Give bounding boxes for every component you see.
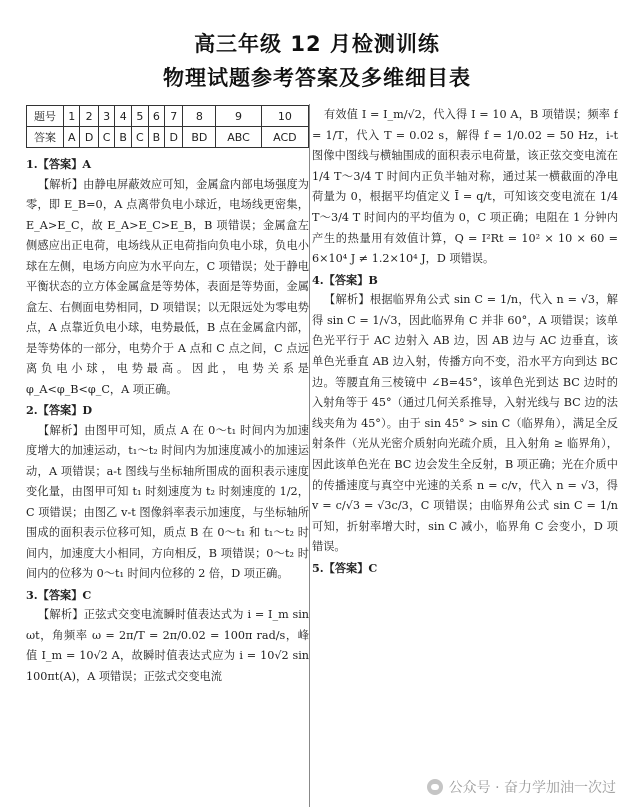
table-cell: 题号 [27, 106, 64, 127]
table-cell: ACD [261, 127, 308, 148]
table-cell: 8 [183, 106, 216, 127]
q1-analysis: 【解析】由静电屏蔽效应可知，金属盒内部电场强度为零，即 E_B=0，A 点离带负电小球近，电场线更密集，E_A>E_C，故 E_A>E_C>E_B，B 项错误；金属盒左侧感应出正电荷，电场线从正电荷指向负电小球，负电小球在左侧，电场方向应为水平向左，C 项错误；处于静电平衡状态的立方体金属盒是等势体，表面是等势面，金属盒左、右侧面电势相同，D 项错误；以无限远处为零电势点，A 点靠近负电小球，电势最低，B 点在金属盒内部，是等势体的一部分，电势介于 A 点和 C 点之间，C 点远离负电小球，电势最高。因此，电势关系是 φ_A<φ_B<φ_C，A 项正确。 [26, 177, 309, 396]
table-cell: C [131, 127, 148, 148]
answer-table-row-answers [27, 127, 309, 148]
table-cell: 9 [216, 106, 261, 127]
left-column [26, 105, 309, 807]
table-cell: 6 [148, 106, 164, 127]
table-cell: B [115, 127, 131, 148]
q2-analysis: 【解析】由图甲可知，质点 A 在 0～t₁ 时间内为加速度增大的加速运动，t₁～t₂ 时间内为加速度减小的加速运动，A 项错误；a-t 图线与坐标轴所围成的面积表示速度变化量，由图甲可知 t₁ 时刻速度为 t₂ 时刻速度的 1/2，C 项错误；由图乙 v-t 图像斜率表示加速度，与坐标轴所围成的面积表示位移可知，质点 B 在 0～t₁ 和 t₁～t₂ 时间内，加速度大小相同，方向相反，B 项错误；0～t₂ 时间内的位移为 0～t₁ 时间内位移的 2 倍，D 项正确。 [26, 423, 309, 580]
answer-table-row-numbers [27, 106, 309, 127]
q3-analysis: 【解析】正弦式交变电流瞬时值表达式为 i = I_m sin ωt，角频率 ω = 2π/T = 2π/0.02 = 100π rad/s，峰值 I_m = 10√2 A，故瞬时值表达式应为 i = 10√2 sin 100πt(A)，A 项错误；正弦式交变电流 [26, 608, 309, 683]
q3-analysis-continued: 有效值 I = I_m/√2，代入得 I = 10 A，B 项错误；频率 f = 1/T，代入 T = 0.02 s，解得 f = 1/0.02 = 50 Hz，i-t 图像中图线与横轴围成的面积表示电荷量，该正弦交变电流在 1/4 T～3/4 T 时间内正负半轴对称，通过某一横截面的净电荷量为 0，根据平均值定义 Ī = q/t，可知该交变电流在 1/4 T～3/4 T 时间内的平均值为 0，C 项正确；电阻在 1 分钟内产生的热量用有效值计算，Q = I²Rt = 10² × 10 × 60 = 6×10⁴ J ≠ 1.2×10⁴ J，D 项错误。 [312, 108, 618, 266]
right-column [312, 105, 618, 807]
q4-analysis: 【解析】根据临界角公式 sin C = 1/n，代入 n = √3，解得 sin C = 1/√3，因此临界角 C 并非 60°，A 项错误；该单色光平行于 AC 边射入 AB 边，因 AB 边与 AC 边垂直，该单色光垂直 AB 边入射，传播方向不变，沿水平方向到达 BC 边。等腰直角三棱镜中 ∠B=45°，该单色光到达 BC 边时的入射角等于 45°（通过几何关系推导，入射光线与 BC 边的法线夹角为 45°）。由于 sin 45° > sin C（临界角），满足全反射条件（光从光密介质射向光疏介质，且入射角 ≥ 临界角），因此该单色光在 BC 边会发生全反射，B 项正确；光在介质中的传播速度与真空中光速的关系 n = c/v，代入 n = √3，得 v = c/√3 = √3c/3，C 项错误；由临界角公式 sin C = 1/n 可知，折射率增大时，sin C 减小，临界角 C 会变小，D 项错误。 [312, 293, 618, 554]
table-cell: 7 [165, 106, 183, 127]
page-subtitle: 物理试题参考答案及多维细目表 [163, 66, 471, 90]
table-cell: 4 [115, 106, 131, 127]
table-cell: 1 [64, 106, 80, 127]
table-cell: 答案 [27, 127, 64, 148]
watermark [427, 777, 616, 797]
answer-table [26, 105, 309, 148]
q4-answer-label: 4.【答案】B [312, 272, 378, 287]
watermark-text: 公众号 · 奋力学加油一次过 [448, 780, 616, 796]
table-cell: 3 [98, 106, 115, 127]
table-cell: D [80, 127, 98, 148]
table-cell: D [165, 127, 183, 148]
table-cell: 2 [80, 106, 98, 127]
page-title: 高三年级 12 月检测训练 [194, 32, 440, 56]
table-cell: C [98, 127, 115, 148]
q1-answer-label: 1.【答案】A [26, 157, 92, 171]
q5-answer-label: 5.【答案】C [312, 560, 378, 575]
q3-answer-label: 3.【答案】C [26, 587, 92, 602]
table-cell: ABC [216, 127, 261, 148]
table-cell: A [64, 127, 80, 148]
wechat-icon [427, 779, 443, 795]
table-cell: 10 [261, 106, 308, 127]
table-cell: 5 [131, 106, 148, 127]
table-cell: B [148, 127, 164, 148]
q2-answer-label: 2.【答案】D [26, 403, 93, 417]
table-cell: BD [183, 127, 216, 148]
column-divider [309, 104, 310, 807]
